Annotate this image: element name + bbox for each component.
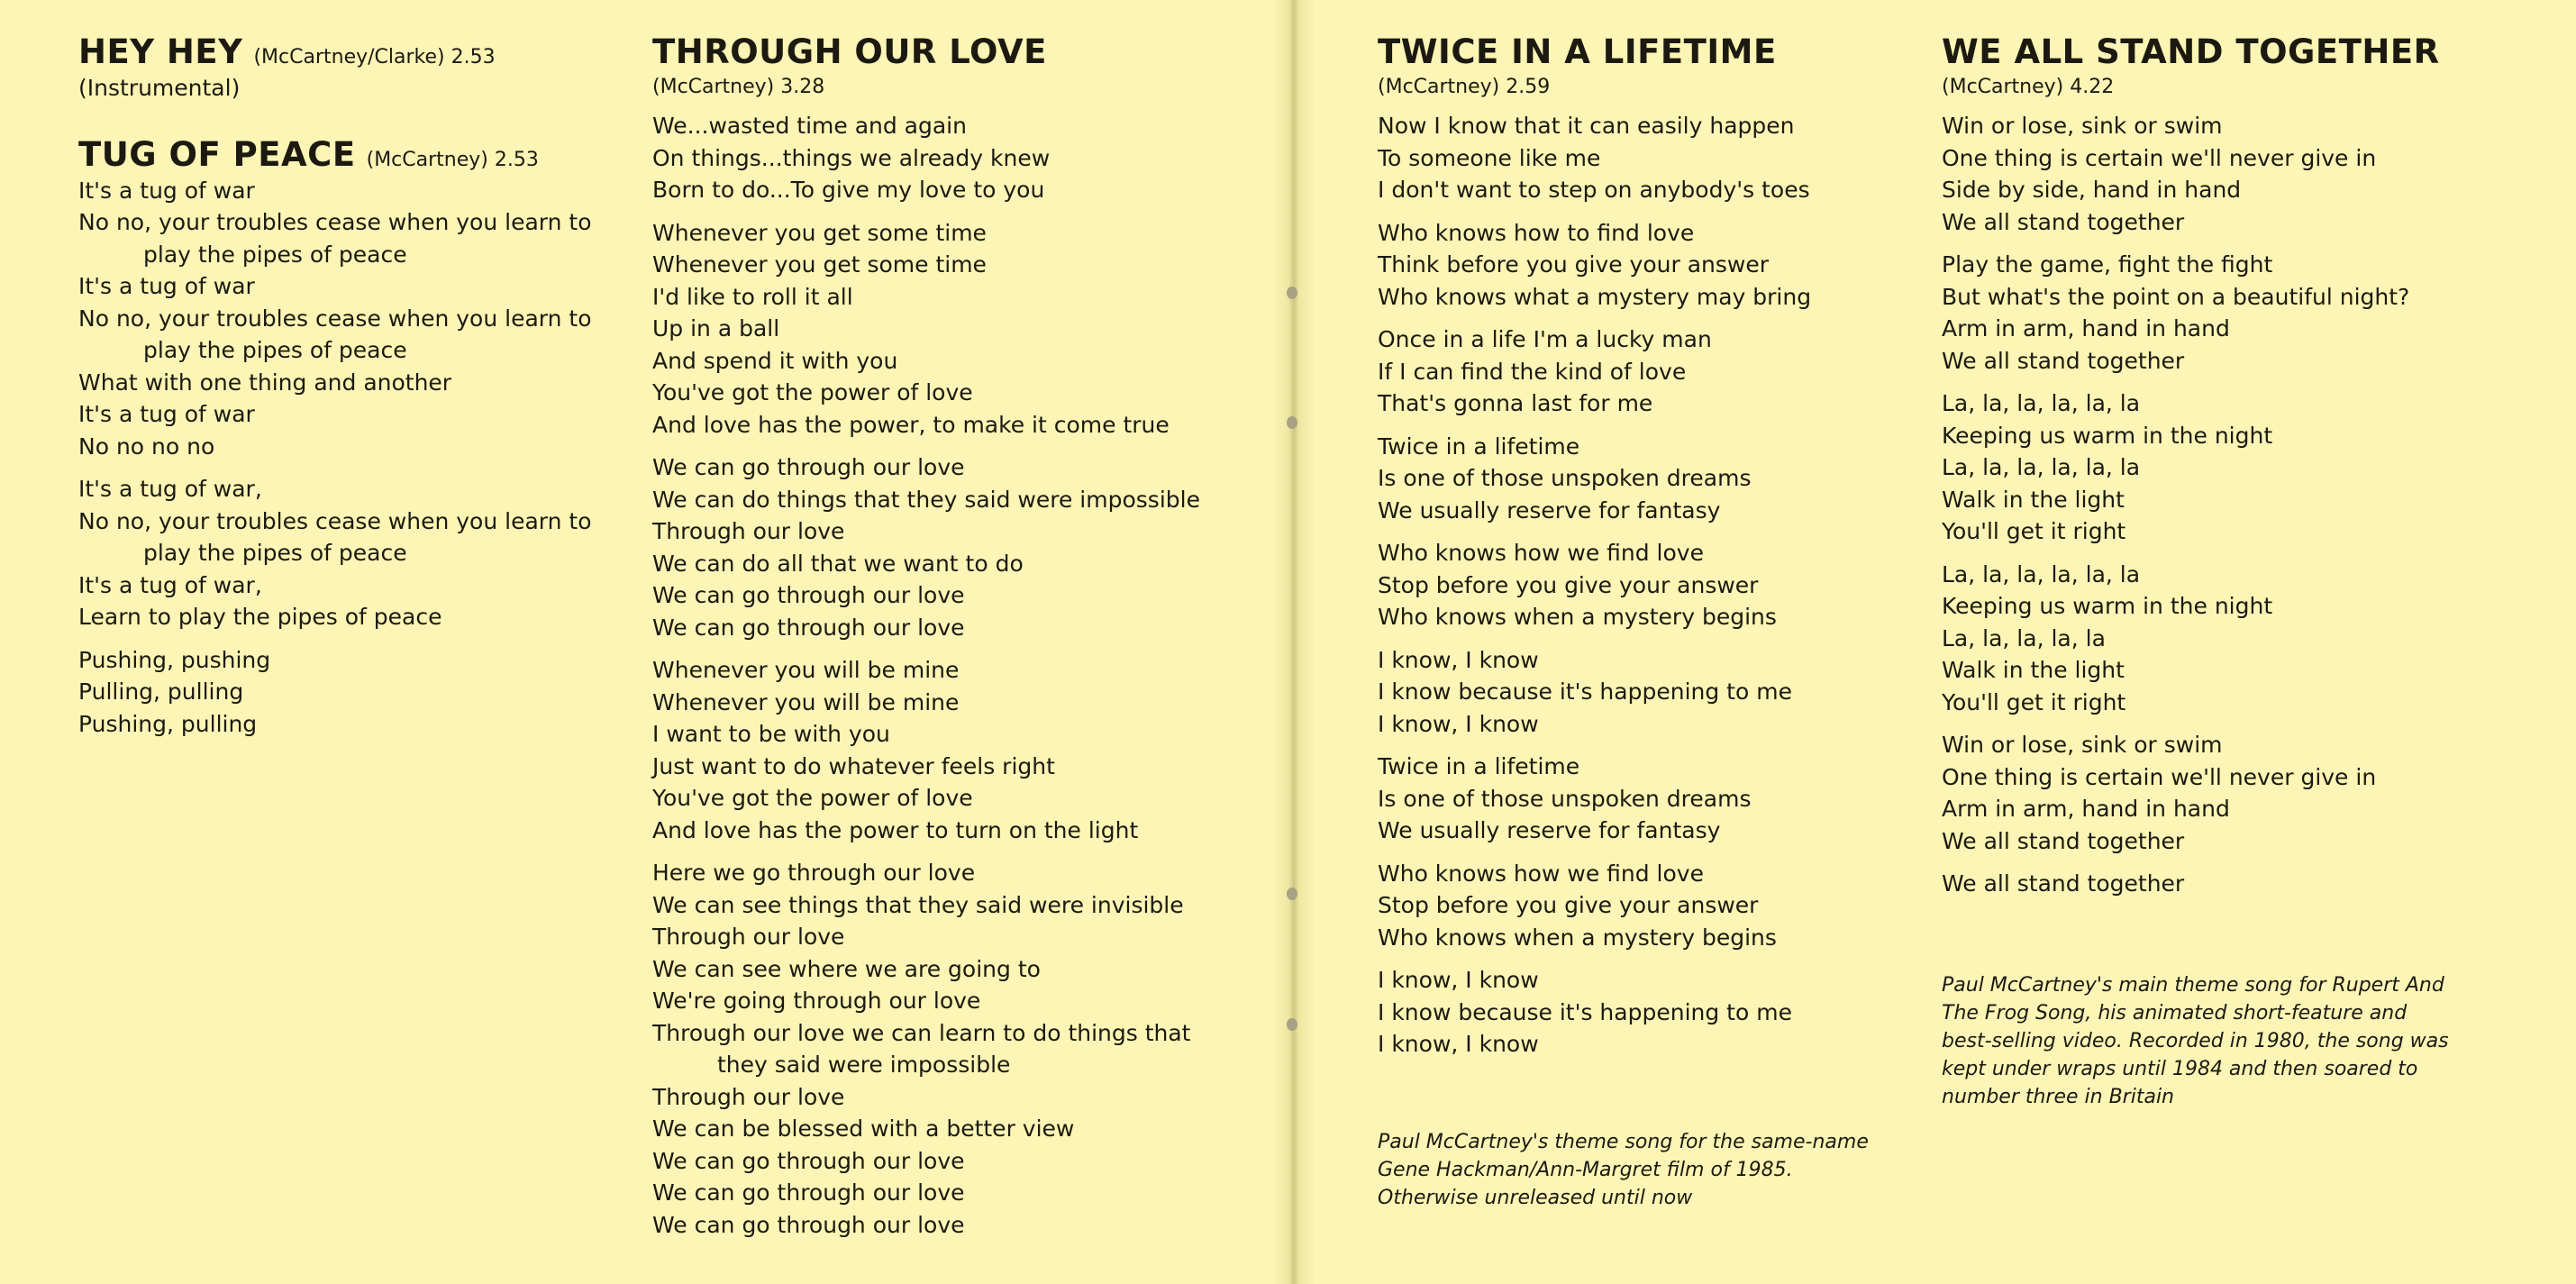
lyric-line: Stop before you give your answer <box>1378 571 1759 598</box>
lyrics-column-2 <box>652 32 1229 1271</box>
lyric-line: Up in a ball <box>652 315 780 341</box>
lyric-line: We can go through our love <box>652 1211 965 1238</box>
lyric-line: We...wasted time and again <box>652 113 967 139</box>
lyric-stanza <box>78 175 655 463</box>
lyric-stanza <box>1378 217 1954 314</box>
note-line: Gene Hackman/Ann-Margret film of 1985. <box>1378 1159 1793 1181</box>
lyric-line: What with one thing and another <box>78 369 452 396</box>
lyric-line: We can go through our love <box>652 1179 965 1206</box>
note-line: kept under wraps until 1984 and then soared to <box>1942 1058 2418 1080</box>
lyric-line: I know, I know <box>1378 710 1539 737</box>
note-line: The Frog Song, his animated short-feature and <box>1942 1002 2408 1024</box>
lyric-line: We can be blessed with a better view <box>652 1116 1075 1142</box>
song-title <box>1378 32 1954 72</box>
song-credits: (McCartney) 2.59 <box>1378 76 1551 98</box>
song-note-twice-in-a-lifetime <box>1378 1128 1918 1212</box>
song-title-text: TUG OF PEACE <box>78 134 356 174</box>
song-credits: (McCartney) 3.28 <box>652 76 825 98</box>
lyric-line: Who knows when a mystery begins <box>1378 604 1777 630</box>
lyric-line: Pushing, pulling <box>78 710 258 737</box>
lyric-stanza <box>1378 644 1954 741</box>
lyric-line: Through our love <box>652 1083 845 1110</box>
song-title-text: THROUGH OUR LOVE <box>652 32 1047 71</box>
lyric-line: play the pipes of peace <box>143 241 407 268</box>
lyric-line: Here we go through our love <box>652 860 976 886</box>
song-title-text: TWICE IN A LIFETIME <box>1378 32 1777 71</box>
lyric-line: No no, your troubles cease when you learn to <box>78 507 592 534</box>
song-title-text: WE ALL STAND TOGETHER <box>1942 32 2440 71</box>
staple <box>1287 1018 1297 1031</box>
note-line: best-selling video. Recorded in 1980, the song was <box>1942 1030 2449 1052</box>
lyric-line: It's a tug of war, <box>78 571 262 598</box>
lyric-line: On things...things we already knew <box>652 144 1051 171</box>
lyric-stanza <box>1942 729 2518 857</box>
lyric-line: Walk in the light <box>1942 657 2125 683</box>
lyric-line: But what's the point on a beautiful night? <box>1942 283 2410 310</box>
lyric-line: Learn to play the pipes of peace <box>78 604 442 630</box>
lyric-line: We can go through our love <box>652 454 965 480</box>
lyric-line: One thing is certain we'll never give in <box>1942 144 2377 171</box>
lyric-line: Whenever you will be mine <box>652 657 960 683</box>
lyric-line: Who knows what a mystery may bring <box>1378 283 1812 310</box>
lyric-line: I don't want to step on anybody's toes <box>1378 177 1810 203</box>
lyric-stanza <box>652 451 1229 643</box>
staple <box>1287 888 1297 900</box>
note-line: number three in Britain <box>1942 1086 2174 1108</box>
lyric-line: One thing is certain we'll never give in <box>1942 763 2377 790</box>
lyric-line: (Instrumental) <box>78 75 241 101</box>
lyric-line: Arm in arm, hand in hand <box>1942 315 2230 341</box>
lyric-line: Pulling, pulling <box>78 678 244 705</box>
lyric-stanza <box>78 72 655 105</box>
lyric-stanza <box>78 473 655 633</box>
lyric-line: We're going through our love <box>652 988 981 1014</box>
lyric-stanza <box>1378 110 1954 206</box>
lyric-line: Arm in arm, hand in hand <box>1942 796 2230 822</box>
lyric-line: Who knows when a mystery begins <box>1378 924 1777 951</box>
song-credits: (McCartney/Clarke) 2.53 <box>253 46 496 68</box>
lyric-line: That's gonna last for me <box>1378 390 1653 416</box>
lyric-stanza <box>652 217 1229 442</box>
lyric-line: Is one of those unspoken dreams <box>1378 785 1752 812</box>
lyric-line: We can do all that we want to do <box>652 550 1024 577</box>
lyric-line: We all stand together <box>1942 827 2185 854</box>
lyric-line: they said were impossible <box>717 1052 1011 1078</box>
lyric-line: We usually reserve for fantasy <box>1378 496 1721 524</box>
staple <box>1287 416 1297 429</box>
lyric-line: You've got the power of love <box>652 785 973 811</box>
note-line: Paul McCartney's main theme song for Rupert And <box>1942 974 2444 997</box>
lyric-stanza <box>652 857 1229 1241</box>
lyric-line: Pushing, pushing <box>78 646 271 673</box>
lyric-stanza <box>1942 249 2518 377</box>
lyric-line: Twice in a lifetime <box>1378 433 1580 460</box>
lyric-line: Whenever you get some time <box>652 219 987 246</box>
lyric-line: No no, your troubles cease when you learn to <box>78 209 592 235</box>
lyric-line: We can go through our love <box>652 1147 965 1174</box>
lyric-stanza <box>652 654 1229 846</box>
lyric-line: Through our love <box>652 924 845 950</box>
lyric-line: Keeping us warm in the night <box>1942 593 2273 619</box>
lyric-line: Stop before you give your answer <box>1378 892 1759 918</box>
lyric-line: La, la, la, la, la, la <box>1942 454 2141 480</box>
lyric-line: And spend it with you <box>652 347 898 374</box>
lyric-stanza <box>1942 868 2518 900</box>
lyric-line: I know, I know <box>1378 1031 1539 1057</box>
lyric-line: Who knows how to find love <box>1378 219 1695 246</box>
lyric-line: It's a tug of war <box>78 401 255 427</box>
lyrics-column-3 <box>1378 32 1954 1091</box>
song-title <box>78 135 655 175</box>
lyric-line: Now I know that it can easily happen <box>1378 113 1795 139</box>
lyric-line: Think before you give your answer <box>1378 251 1770 278</box>
lyric-stanza <box>1378 858 1954 954</box>
song-credits: (McCartney) 4.22 <box>1942 76 2115 98</box>
lyric-stanza <box>1378 964 1954 1061</box>
lyric-line: We usually reserve for fantasy <box>1378 817 1721 843</box>
lyrics-column-4 <box>1942 32 2518 931</box>
lyric-line: Born to do...To give my love to you <box>652 177 1045 203</box>
staple <box>1287 287 1297 299</box>
song-title <box>652 32 1229 72</box>
lyric-line: Who knows how we find love <box>1378 540 1704 566</box>
lyric-stanza <box>1942 110 2518 238</box>
lyric-stanza <box>1942 559 2518 719</box>
lyric-line: Through our love we can learn to do things that <box>652 1019 1191 1046</box>
lyric-line: No no, your troubles cease when you learn to <box>78 305 592 332</box>
lyric-line: We can go through our love <box>652 582 965 608</box>
song-block <box>78 32 655 105</box>
lyric-line: Play the game, fight the fight <box>1942 251 2273 278</box>
song-block <box>1378 32 1954 1061</box>
song-block <box>1942 32 2518 900</box>
lyric-line: You'll get it right <box>1942 518 2126 544</box>
lyric-line: It's a tug of war, <box>78 476 262 502</box>
lyric-line: You've got the power of love <box>652 379 973 405</box>
lyric-line: Side by side, hand in hand <box>1942 177 2242 203</box>
lyric-line: I know, I know <box>1378 967 1539 993</box>
lyric-line: play the pipes of peace <box>143 540 407 566</box>
lyric-line: La, la, la, la, la, la <box>1942 560 2141 587</box>
lyric-line: I'd like to roll it all <box>652 283 853 310</box>
lyric-line: I want to be with you <box>652 721 890 747</box>
lyric-stanza <box>1378 537 1954 633</box>
lyric-line: I know, I know <box>1378 646 1539 673</box>
lyric-line: Whenever you get some time <box>652 251 987 278</box>
lyric-line: Who knows how we find love <box>1378 860 1704 887</box>
lyric-line: If I can find the kind of love <box>1378 358 1687 385</box>
song-note-we-all-stand-together <box>1942 971 2482 1111</box>
note-line: Otherwise unreleased until now <box>1378 1187 1693 1209</box>
lyric-line: Win or lose, sink or swim <box>1942 113 2223 139</box>
lyric-line: Through our love <box>652 518 845 544</box>
lyric-line: Is one of those unspoken dreams <box>1378 465 1752 491</box>
lyric-line: Just want to do whatever feels right <box>652 752 1055 779</box>
lyric-line: We all stand together <box>1942 208 2185 235</box>
lyric-line: Twice in a lifetime <box>1378 753 1580 779</box>
lyric-line: I know because it's happening to me <box>1378 998 1792 1025</box>
lyric-line: And love has the power, to make it come true <box>652 411 1170 438</box>
lyric-line: play the pipes of peace <box>143 337 407 363</box>
lyric-line: I know because it's happening to me <box>1378 678 1792 705</box>
note-line: Paul McCartney's theme song for the same-name <box>1378 1131 1869 1153</box>
song-block <box>652 32 1229 1241</box>
lyric-line: La, la, la, la, la, la <box>1942 390 2141 416</box>
lyric-line: It's a tug of war <box>78 273 255 299</box>
song-title-text: HEY HEY <box>78 32 243 71</box>
lyric-line: We can go through our love <box>652 614 965 641</box>
booklet-spine <box>1272 0 1315 1284</box>
lyric-stanza <box>652 110 1229 206</box>
song-credits: (McCartney) 2.53 <box>366 148 539 171</box>
lyric-stanza <box>78 644 655 741</box>
lyric-line: La, la, la, la, la <box>1942 624 2106 651</box>
song-title <box>78 32 655 72</box>
lyric-stanza <box>1378 323 1954 420</box>
lyric-line: We can see where we are going to <box>652 955 1041 982</box>
lyric-stanza <box>1378 751 1954 847</box>
lyric-line: We all stand together <box>1942 870 2185 897</box>
lyric-line: Walk in the light <box>1942 486 2125 513</box>
lyric-line: And love has the power to turn on the light <box>652 816 1139 843</box>
song-block <box>78 135 655 741</box>
lyric-line: We all stand together <box>1942 347 2185 374</box>
lyric-stanza <box>1378 431 1954 527</box>
lyric-line: Once in a life I'm a lucky man <box>1378 326 1712 352</box>
lyric-line: Whenever you will be mine <box>652 688 960 715</box>
lyric-line: It's a tug of war <box>78 177 255 204</box>
song-title <box>1942 32 2518 72</box>
lyric-line: We can do things that they said were impossible <box>652 486 1200 513</box>
lyrics-column-1 <box>78 32 655 770</box>
lyric-line: To someone like me <box>1378 144 1601 171</box>
lyric-stanza <box>1942 387 2518 548</box>
lyric-line: We can see things that they said were invisible <box>652 891 1184 918</box>
lyric-line: You'll get it right <box>1942 688 2126 715</box>
lyric-line: Win or lose, sink or swim <box>1942 732 2223 758</box>
lyric-line: Keeping us warm in the night <box>1942 422 2273 449</box>
lyric-line: No no no no <box>78 433 215 460</box>
